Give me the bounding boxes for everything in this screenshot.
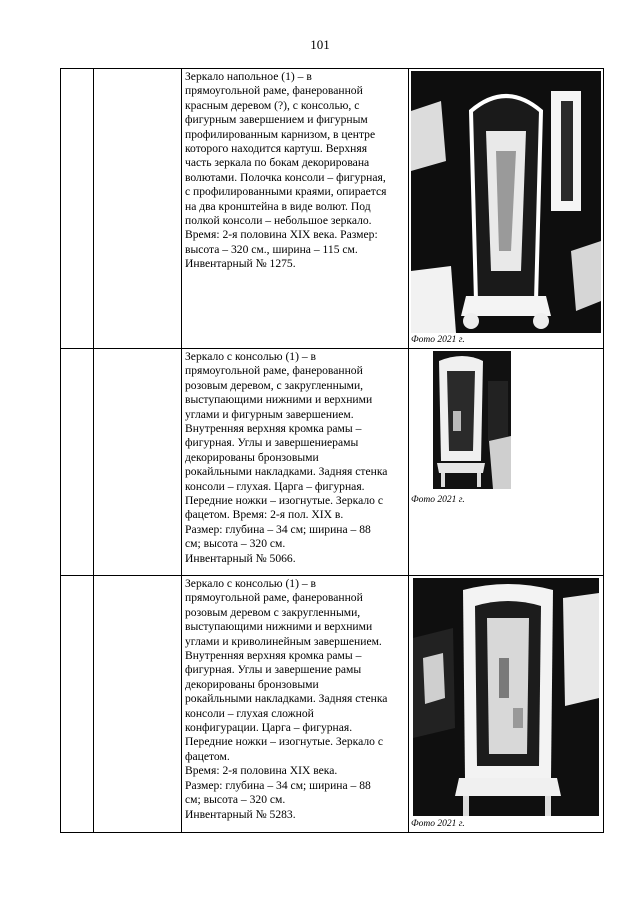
photo-caption: Фото 2021 г. [411, 495, 465, 505]
empty-cell [94, 576, 182, 833]
table-row [61, 576, 604, 833]
number-cell [61, 69, 94, 349]
photo-caption: Фото 2021 г. [411, 819, 465, 829]
table-row [61, 69, 604, 349]
photo-cell [409, 69, 604, 349]
mirror-photo [433, 351, 511, 489]
item-description: Зеркало напольное (1) – в прямоугольной раме, фанерованной красным деревом (?), с консолью, с фигурным завершением и фигурным профилированным карнизом, в центре которого находится картуш. Верхняя часть зеркала по бокам декорирована волютами. Полочка консоли – фигурная, с профилированными краями, опирается на два кронштейна в виде волют. Под полкой консоли – небольшое зеркало. Время: 2-я половина XIX века. Размер: высота – 320 см., ширина – 115 см. Инвентарный № 1275. [185, 70, 387, 271]
mirror-photo [413, 578, 599, 816]
photo-cell [409, 576, 604, 833]
mirror-photo [411, 71, 601, 333]
page-number: 101 [310, 37, 330, 52]
empty-cell [94, 349, 182, 576]
item-description: Зеркало с консолью (1) – в прямоугольной раме, фанерованной розовым деревом с закругленными, выступающими нижними и верхними углами и криволинейным завершением. Внутренняя верхняя кромка рамы – фигурная. Углы и завершение рамы декорированы бронзовыми рокайльными накладками. Задняя стенка консоли – глухая сложной конфигурации. Царга – фигурная. Передние ножки – изогнутые. Зеркало с фацетом. Время: 2-я половина XIX века. Размер: глубина – 34 см; ширина – 88 см; высота – 320 см. Инвентарный № 5283. [185, 577, 388, 821]
description-cell [182, 576, 409, 833]
empty-cell [94, 69, 182, 349]
number-cell [61, 576, 94, 833]
item-description: Зеркало с консолью (1) – в прямоугольной раме, фанерованной розовым деревом, с закругленными, выступающими нижними и верхними углами и фигурным завершением. Внутренняя верхняя кромка рамы – фигурная. Углы и завершениерамы декорированы бронзовыми рокайльными накладками. Задняя стенка консоли – глухая. Царга – фигурная. Передние ножки – изогнутые. Зеркало с фацетом. Время: 2-я пол. XIX в. Размер: глубина – 34 см; ширина – 88 см; высота – 320 см. Инвентарный № 5066. [185, 350, 388, 565]
number-cell [61, 349, 94, 576]
description-cell [182, 69, 409, 349]
description-cell [182, 349, 409, 576]
table-row [61, 349, 604, 576]
photo-caption: Фото 2021 г. [411, 335, 465, 345]
photo-cell [409, 349, 604, 576]
inventory-table [60, 68, 604, 833]
